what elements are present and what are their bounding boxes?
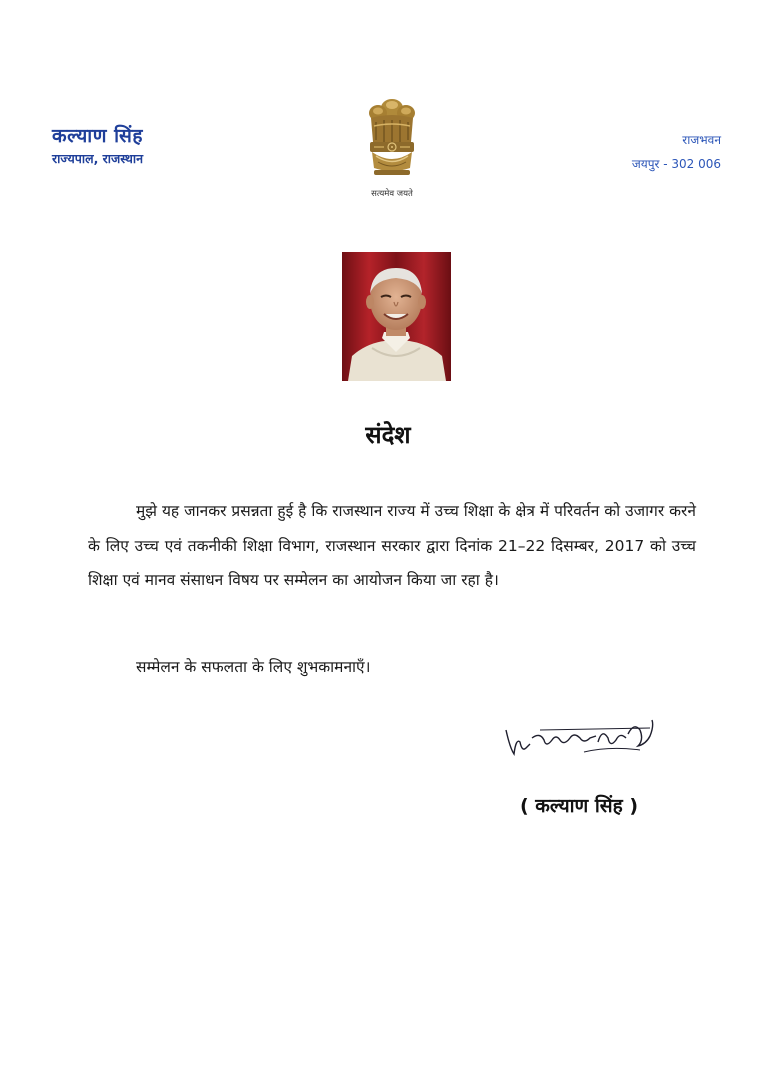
sender-name: कल्याण सिंह <box>52 125 143 147</box>
emblem-motto: सत्यमेव जयते <box>371 189 413 199</box>
message-body: मुझे यह जानकर प्रसन्नता हुई है कि राजस्थान राज्य में उच्च शिक्षा के क्षेत्र में परिवर्तन को उजागर करने के लिए उच्च एवं तकनीकी शिक्षा विभाग, राजस्थान सरकार द्वारा दिनांक 21–22 दिसम्बर, 2017 को उच्च शिक्षा एवं मानव संसाधन विषय पर सम्मेलन का आयोजन किया जा रहा है। <box>88 502 696 589</box>
signatory-name: ( कल्याण सिंह ) <box>520 795 639 817</box>
message-heading: संदेश <box>365 421 411 449</box>
sender-title: राज्यपाल, राजस्थान <box>52 151 144 166</box>
office-name: राजभवन <box>682 133 721 147</box>
letterhead-address <box>632 128 721 176</box>
state-emblem-icon <box>362 96 422 188</box>
office-address: जयपुर - 302 006 <box>631 157 721 171</box>
portrait-photo <box>342 252 451 381</box>
emblem-block <box>356 96 428 208</box>
message-wishes: सम्मेलन के सफलता के लिए शुभकामनाएँ। <box>136 658 371 676</box>
handwritten-signature <box>500 708 670 768</box>
letterhead-sender <box>52 124 143 168</box>
